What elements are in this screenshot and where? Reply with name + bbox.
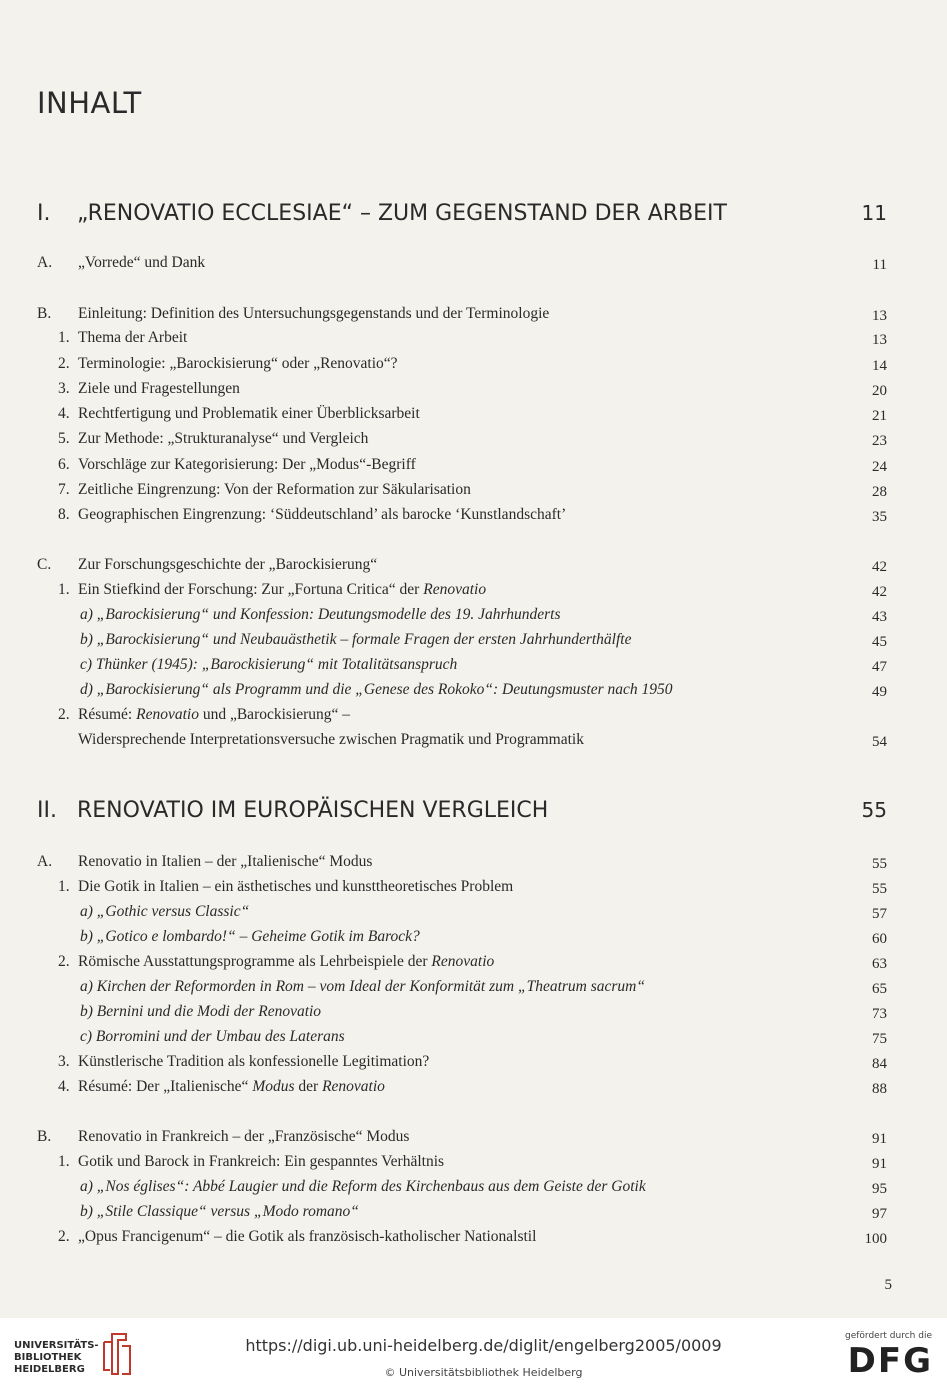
toc-entry: 2. Terminologie: „Barockisierung“ oder „Renovatio“? 14 [58, 355, 887, 374]
toc-entry: 5. Zur Methode: „Strukturanalyse“ und Vergleich 23 [58, 430, 887, 449]
toc-entry: A. Renovatio in Italien – der „Italienische“ Modus 55 [37, 853, 887, 872]
dfg-logo: DFG [847, 1341, 933, 1381]
toc-entry: B. Renovatio in Frankreich – der „Französische“ Modus 91 [37, 1128, 887, 1147]
chapter-heading [37, 798, 887, 828]
chapter-number: I. [37, 201, 51, 226]
toc-entry: a) „Gothic versus Classic“ 57 [80, 903, 887, 922]
toc-entry: 2. Römische Ausstattungsprogramme als Lehrbeispiele der Renovatio 63 [58, 953, 887, 972]
toc-entry: d) „Barockisierung“ als Programm und die „Genese des Rokoko“: Deutungsmuster nach 1950 49 [80, 681, 887, 700]
toc-entry: 3. Künstlerische Tradition als konfessionelle Legitimation? 84 [58, 1053, 887, 1072]
toc-entry: 1. Thema der Arbeit 13 [58, 329, 887, 348]
toc-entry: 1. Ein Stiefkind der Forschung: Zur „Fortuna Critica“ der Renovatio 42 [58, 581, 887, 600]
toc-entry: 2. Résumé: Renovatio und „Barockisierung“ – [58, 706, 351, 723]
toc-entry: 4. Résumé: Der „Italienische“ Modus der Renovatio 88 [58, 1078, 887, 1097]
document-url-link[interactable]: https://digi.ub.uni-heidelberg.de/diglit/engelberg2005/0009 [245, 1336, 722, 1355]
funding-label: gefördert durch die [845, 1331, 932, 1341]
chapter-heading [37, 201, 887, 231]
toc-entry: 1. Die Gotik in Italien – ein ästhetisches und kunsttheoretisches Problem 55 [58, 878, 887, 897]
toc-entry: 2. „Opus Francigenum“ – die Gotik als französisch-katholischer Nationalstil 100 [58, 1228, 887, 1247]
page-number: 5 [884, 1277, 892, 1293]
toc-entry: 1. Gotik und Barock in Frankreich: Ein gespanntes Verhältnis 91 [58, 1153, 887, 1172]
toc-entry: a) Kirchen der Reformorden in Rom – vom Ideal der Konformität zum „Theatrum sacrum“ 65 [80, 978, 887, 997]
library-name: UNIVERSITÄTS- BIBLIOTHEK HEIDELBERG [14, 1340, 99, 1375]
chapter-title: RENOVATIO IM EUROPÄISCHEN VERGLEICH [77, 798, 549, 823]
toc-entry: 7. Zeitliche Eingrenzung: Von der Reformation zur Säkularisation 28 [58, 481, 887, 500]
toc-entry: C. Zur Forschungsgeschichte der „Barockisierung“ 42 [37, 556, 887, 575]
toc-entry: a) „Nos églises“: Abbé Laugier und die Reform des Kirchenbaus aus dem Geiste der Gotik 95 [80, 1178, 887, 1197]
toc-entry: 4. Rechtfertigung und Problematik einer Überblicksarbeit 21 [58, 405, 887, 424]
chapter-number: II. [37, 798, 57, 823]
toc-entry: Widersprechende Interpretationsversuche zwischen Pragmatik und Programmatik 54 [78, 731, 887, 750]
chapter-page: 55 [861, 798, 887, 822]
toc-entry: B. Einleitung: Definition des Untersuchungsgegenstands und der Terminologie 13 [37, 305, 887, 324]
toc-entry: b) Bernini und die Modi der Renovatio 73 [80, 1003, 887, 1022]
toc-entry: c) Thünker (1945): „Barockisierung“ mit Totalitätsanspruch 47 [80, 656, 887, 675]
chapter-page: 11 [861, 201, 887, 225]
toc-entry: b) „Barockisierung“ und Neubauästhetik – formale Fragen der ersten Jahrhunderthälfte 45 [80, 631, 887, 650]
toc-entry: b) „Gotico e lombardo!“ – Geheime Gotik im Barock? 60 [80, 928, 887, 947]
toc-entry: 8. Geographischen Eingrenzung: ‘Süddeutschland’ als barocke ‘Kunstlandschaft’ 35 [58, 506, 887, 525]
copyright-notice: © Universitätsbibliothek Heidelberg [384, 1366, 583, 1379]
toc-entry: 6. Vorschläge zur Kategorisierung: Der „Modus“-Begriff 24 [58, 456, 887, 475]
toc-entry: 3. Ziele und Fragestellungen 20 [58, 380, 887, 399]
toc-entry: b) „Stile Classique“ versus „Modo romano“ 97 [80, 1203, 887, 1222]
page-heading: INHALT [37, 86, 142, 120]
toc-entry: A. „Vorrede“ und Dank 11 [37, 254, 887, 273]
toc-entry: a) „Barockisierung“ und Konfession: Deutungsmodelle des 19. Jahrhunderts 43 [80, 606, 887, 625]
toc-entry: c) Borromini und der Umbau des Laterans 75 [80, 1028, 887, 1047]
chapter-title: „RENOVATIO ECCLESIAE“ – ZUM GEGENSTAND DER ARBEIT [77, 201, 727, 226]
